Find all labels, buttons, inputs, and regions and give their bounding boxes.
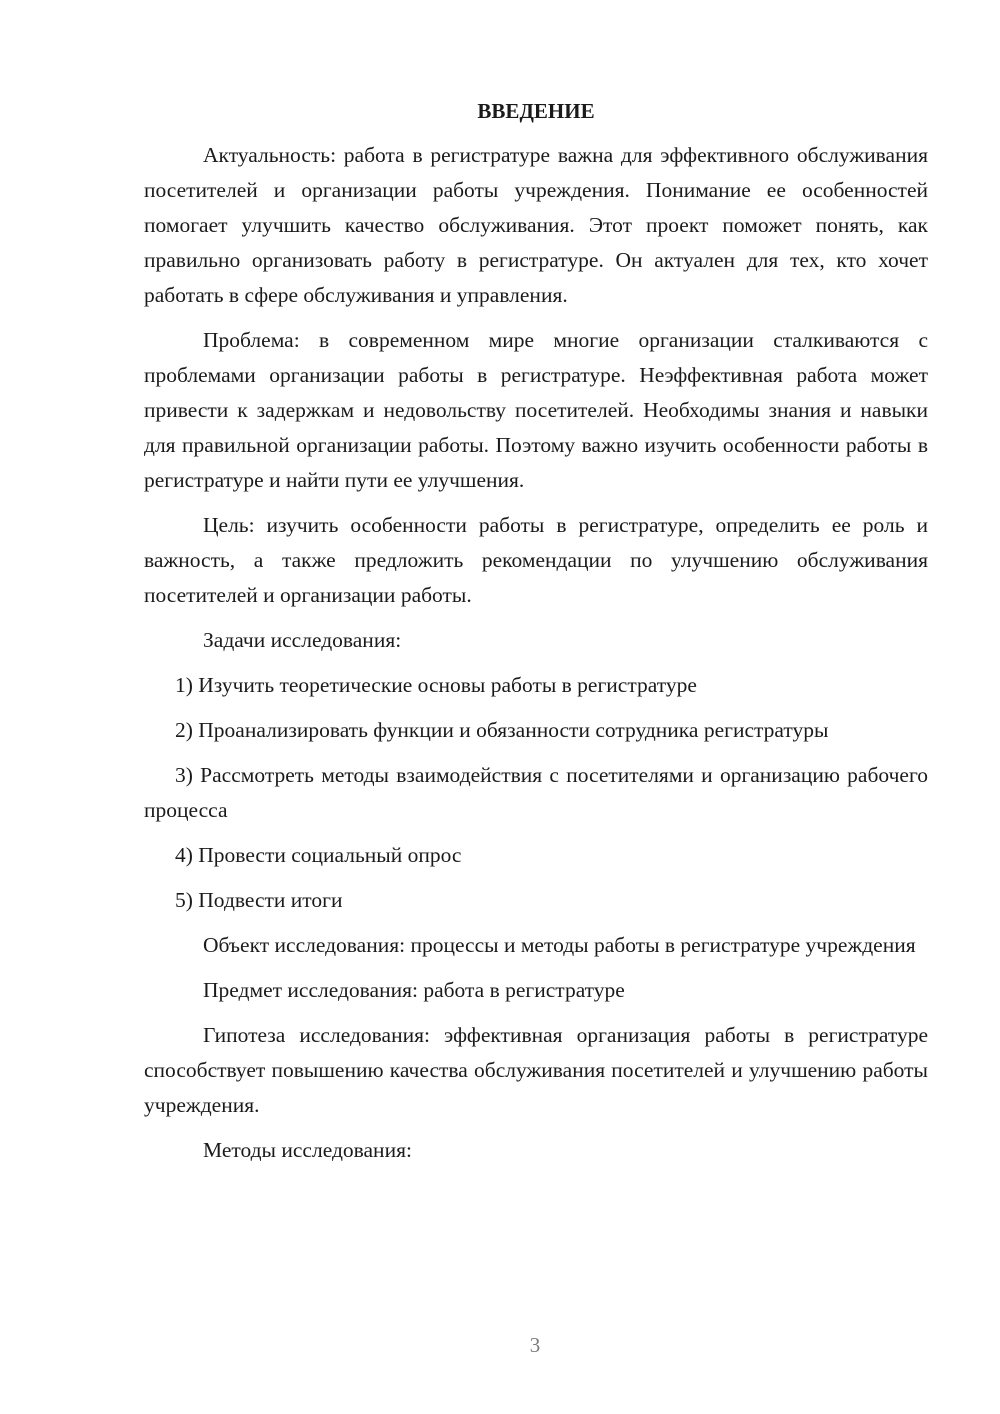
paragraph-goal: Цель: изучить особенности работы в регистратуре, определить ее роль и важность, а также предложить рекомендации по улучшению обслуживания посетителей и организации работы. [144,513,928,607]
document-page [144,96,928,1168]
tasks-heading: Задачи исследования: [203,628,402,652]
task-item-5: 5) Подвести итоги [175,888,343,912]
paragraph-object: Объект исследования: процессы и методы работы в регистратуре учреждения [203,933,916,957]
task-item-3: 3) Рассмотреть методы взаимодействия с посетителями и организацию рабочего процесса [144,763,928,822]
paragraph-hypothesis: Гипотеза исследования: эффективная организация работы в регистратуре способствует повышению качества обслуживания посетителей и улучшению работы учреждения. [144,1023,928,1117]
page-number: 3 [529,1333,541,1357]
paragraph-subject: Предмет исследования: работа в регистратуре [203,978,625,1002]
paragraph-relevance: Актуальность: работа в регистратуре важна для эффективного обслуживания посетителей и организации работы учреждения. Понимание ее особенностей помогает улучшить качество обслуживания. Этот проект поможет понять, как правильно организовать работу в регистратуре. Он актуален для тех, кто хочет работать в сфере обслуживания и управления. [144,143,928,307]
task-item-1: 1) Изучить теоретические основы работы в регистратуре [175,673,697,697]
task-item-4: 4) Провести социальный опрос [175,843,462,867]
task-item-2: 2) Проанализировать функции и обязанности сотрудника регистратуры [175,718,829,742]
section-title: ВВЕДЕНИЕ [477,99,595,123]
paragraph-methods: Методы исследования: [203,1138,412,1162]
paragraph-problem: Проблема: в современном мире многие организации сталкиваются с проблемами организации работы в регистратуре. Неэффективная работа может привести к задержкам и недовольству посетителей. Необходимы знания и навыки для правильной организации работы. Поэтому важно изучить особенности работы в регистратуре и найти пути ее улучшения. [144,328,928,492]
